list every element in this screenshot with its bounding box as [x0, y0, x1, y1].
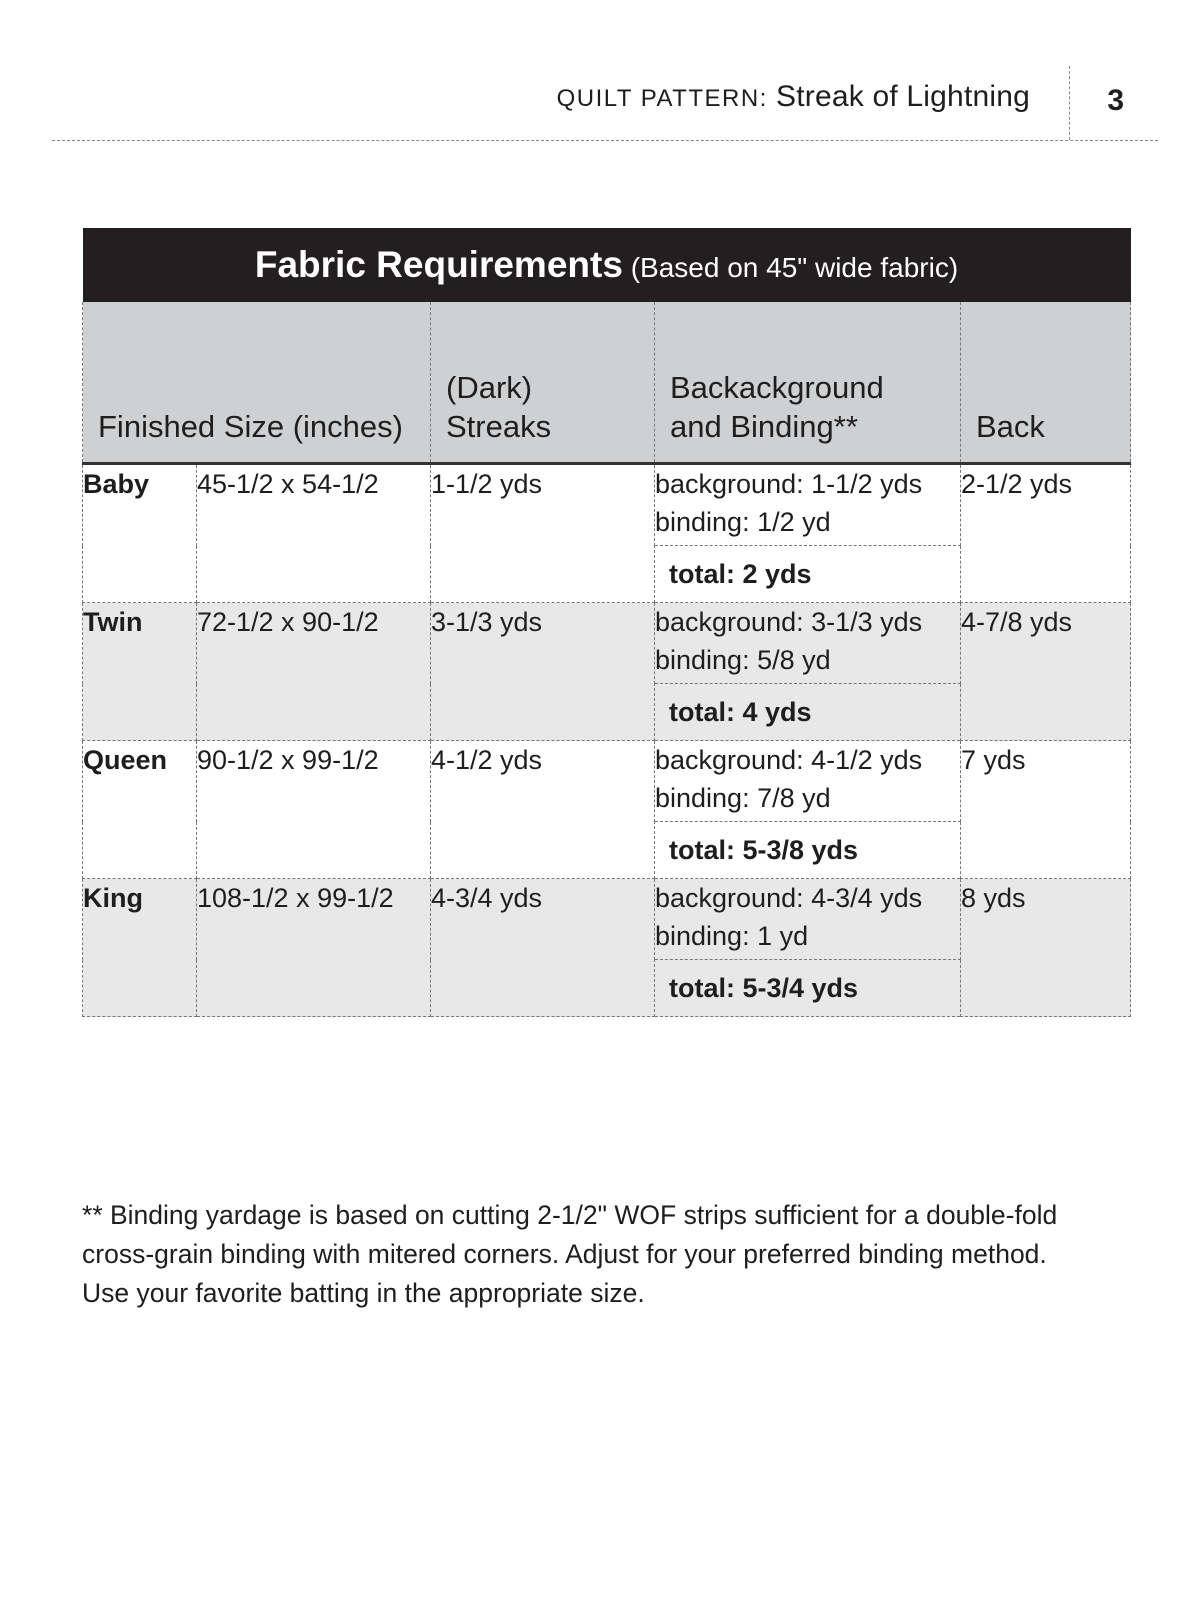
streaks-yardage: 4-3/4 yds	[431, 879, 655, 1017]
total-yardage: total: 5-3/4 yds	[655, 960, 961, 1017]
table-subtitle: (Based on 45" wide fabric)	[630, 252, 959, 283]
pattern-label: QUILT PATTERN:	[556, 85, 768, 112]
binding-footnote	[82, 1196, 1142, 1313]
size-dimensions: 90-1/2 x 99-1/2	[197, 741, 431, 879]
binding-yardage: binding: 5/8 yd	[655, 645, 831, 675]
back-yardage: 7 yds	[961, 741, 1131, 879]
streaks-yardage: 3-1/3 yds	[431, 603, 655, 741]
column-header-background	[655, 302, 961, 464]
size-label: Queen	[83, 741, 197, 879]
background-binding-cell	[655, 879, 961, 960]
table-row	[83, 879, 1131, 960]
column-header-streaks: (Dark) Streaks	[431, 302, 655, 464]
background-yardage: background: 4-1/2 yds	[655, 745, 923, 775]
background-yardage: background: 3-1/3 yds	[655, 607, 923, 637]
footnote-line: cross-grain binding with mitered corners. Adjust for your preferred binding method.	[82, 1239, 1047, 1269]
fabric-requirements-table	[82, 228, 1131, 1017]
size-dimensions: 108-1/2 x 99-1/2	[197, 879, 431, 1017]
back-yardage: 2-1/2 yds	[961, 464, 1131, 603]
column-header-background-line2: and Binding**	[670, 409, 858, 444]
column-header-background-line1: Backackground	[670, 370, 884, 405]
back-yardage: 8 yds	[961, 879, 1131, 1017]
back-yardage: 4-7/8 yds	[961, 603, 1131, 741]
background-binding-cell	[655, 464, 961, 546]
page-number: 3	[1107, 84, 1124, 117]
size-label: Twin	[83, 603, 197, 741]
background-yardage: background: 1-1/2 yds	[655, 469, 923, 499]
binding-yardage: binding: 1 yd	[655, 921, 809, 951]
size-dimensions: 45-1/2 x 54-1/2	[197, 464, 431, 603]
column-header-size: Finished Size (inches)	[83, 302, 431, 464]
binding-yardage: binding: 7/8 yd	[655, 783, 831, 813]
streaks-yardage: 4-1/2 yds	[431, 741, 655, 879]
background-binding-cell	[655, 741, 961, 822]
streaks-yardage: 1-1/2 yds	[431, 464, 655, 603]
size-label: Baby	[83, 464, 197, 603]
size-label: King	[83, 879, 197, 1017]
background-yardage: background: 4-3/4 yds	[655, 883, 923, 913]
total-yardage: total: 4 yds	[655, 684, 961, 741]
total-yardage: total: 2 yds	[655, 546, 961, 603]
table-row	[83, 603, 1131, 684]
footnote-line: Use your favorite batting in the appropriate size.	[82, 1278, 645, 1308]
binding-yardage: binding: 1/2 yd	[655, 507, 831, 537]
column-header-row	[83, 302, 1131, 464]
table-banner	[83, 228, 1131, 302]
table-title: Fabric Requirements	[254, 244, 623, 285]
footnote-line: ** Binding yardage is based on cutting 2-1/2" WOF strips sufficient for a double-fold	[82, 1200, 1058, 1230]
header-divider	[1069, 66, 1070, 140]
column-header-back: Back	[961, 302, 1131, 464]
table-row	[83, 741, 1131, 822]
table-row	[83, 464, 1131, 546]
pattern-title	[557, 80, 1030, 114]
pattern-name: Streak of Lightning	[776, 80, 1030, 113]
size-dimensions: 72-1/2 x 90-1/2	[197, 603, 431, 741]
background-binding-cell	[655, 603, 961, 684]
total-yardage: total: 5-3/8 yds	[655, 822, 961, 879]
page-header	[52, 62, 1158, 141]
